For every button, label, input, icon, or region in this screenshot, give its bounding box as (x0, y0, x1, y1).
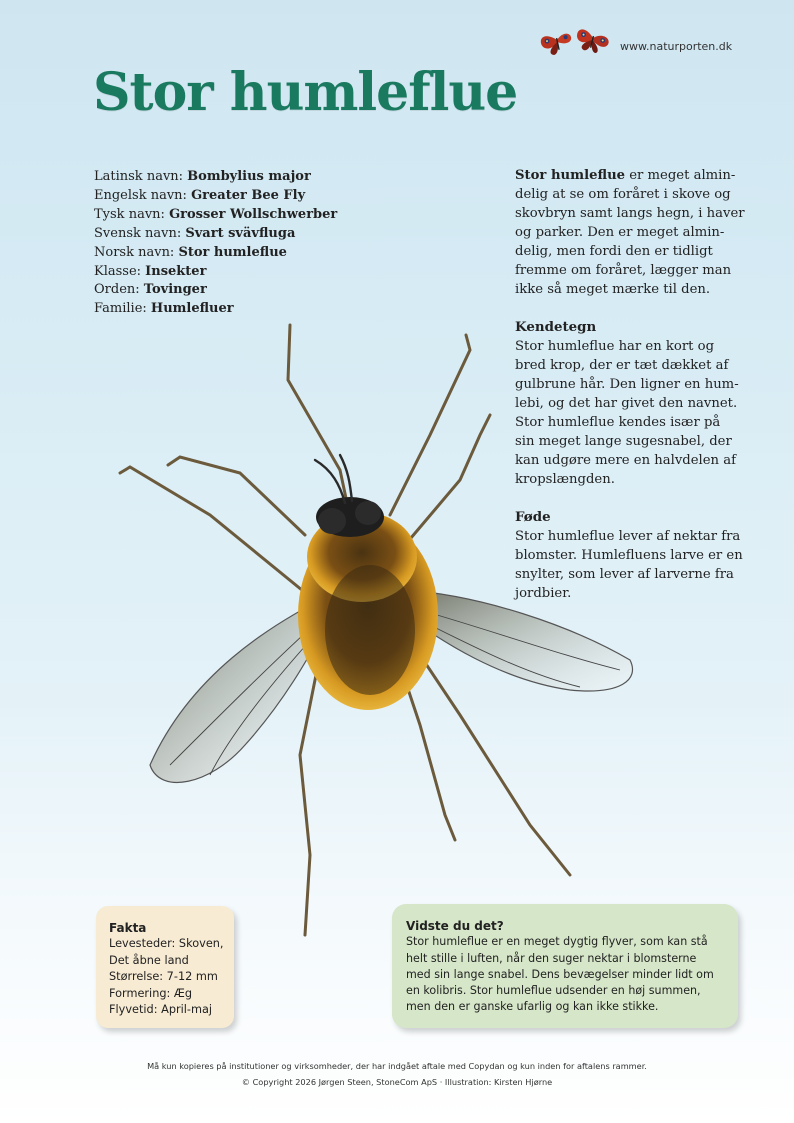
intro-line: delig at se om foråret i skove og (515, 187, 731, 202)
intro-line: og parker. Den er meget almin- (515, 225, 725, 240)
name-row-swedish (94, 225, 337, 244)
did-you-know-line: en kolibris. Stor humleflue udsender en høj summen, (406, 984, 701, 998)
name-value: Grosser Wollschwerber (169, 206, 338, 222)
name-row-class (94, 263, 337, 282)
name-label: Norsk navn: (94, 244, 179, 260)
name-label: Familie: (94, 301, 151, 317)
name-label: Latinsk navn: (94, 169, 188, 184)
did-you-know-heading: Vidste du det? (406, 919, 504, 933)
did-you-know-line: men den er ganske ufarlig og kan ikke stikke. (406, 1000, 659, 1014)
section-line: sin meget lange sugesnabel, der (515, 434, 732, 449)
section-line: blomster. Humlefluens larve er en (515, 548, 743, 563)
intro-line: er meget almin- (625, 168, 736, 183)
section-line: lebi, og det har givet den navnet. (515, 396, 738, 411)
name-value: Greater Bee Fly (191, 187, 306, 203)
name-label: Tysk navn: (94, 206, 170, 222)
footer-license: Må kun kopieres på institutioner og virksomheder, der har indgået aftale med Copydan og kun inden for aftalens rammer. (147, 1061, 647, 1071)
site-url-link[interactable]: www.naturporten.dk (620, 40, 733, 53)
name-row-english (94, 187, 337, 206)
did-you-know-text (406, 934, 726, 1015)
section-line: snylter, som lever af larverne fra (515, 567, 734, 582)
name-label: Svensk navn: (94, 225, 186, 241)
section-line: Stor humleflue har en kort og (515, 339, 715, 354)
did-you-know-line: helt stille i luften, når den suger nektar i blomsterne (406, 951, 697, 965)
name-row-latin (94, 168, 337, 187)
intro-paragraph (515, 166, 755, 299)
name-value: Stor humleflue (178, 244, 287, 260)
fakta-line: Formering: Æg (109, 986, 193, 1000)
intro-line: delig, men fordi den er tidligt (515, 244, 713, 259)
intro-line: fremme om foråret, lægger man (515, 263, 732, 278)
fakta-heading: Fakta (109, 921, 147, 935)
bee-fly-illustration-icon (100, 295, 660, 945)
name-value: Svart svävfluga (185, 225, 296, 241)
fakta-line: Størrelse: 7-12 mm (109, 970, 218, 984)
name-row-norwegian (94, 244, 337, 263)
section-line: Stor humleflue kendes især på (515, 415, 721, 430)
name-value: Tovinger (143, 282, 207, 298)
name-value: Bombylius major (187, 169, 311, 184)
intro-line: ikke så meget mærke til den. (515, 282, 711, 297)
section-line: gulbrune hår. Den ligner en hum- (515, 377, 739, 392)
footer-copyright: © Copyright 2026 Jørgen Steen, StoneCom ApS · Illustration: Kirsten Hjørne (241, 1077, 553, 1087)
name-row-german (94, 206, 337, 225)
intro-line: skovbryn samt langs hegn, i haver (515, 206, 745, 221)
section-line: kan udgøre mere en halvdelen af (515, 453, 736, 468)
page-title: Stor humleflue (93, 62, 518, 123)
peacock-butterflies-logo-icon (537, 22, 617, 58)
did-you-know-box (392, 904, 738, 1028)
fakta-line: Levesteder: Skoven, (109, 937, 224, 951)
fakta-line: Det åbne land (109, 953, 189, 967)
name-label: Engelsk navn: (94, 187, 192, 203)
section-line: bred krop, der er tæt dækket af (515, 358, 729, 373)
section-line: jordbier. (515, 586, 572, 601)
section-heading: Føde (515, 509, 551, 525)
fakta-line: Flyvetid: April-maj (109, 1003, 213, 1017)
section-line: Stor humleflue lever af nektar fra (515, 529, 741, 544)
name-value: Humlefluer (150, 301, 234, 317)
intro-bold: Stor humleflue (515, 168, 626, 183)
section-line: kropslængden. (515, 472, 615, 487)
name-label: Orden: (94, 282, 144, 298)
did-you-know-line: med sin lange snabel. Dens bevægelser minder lidt om (406, 967, 714, 981)
section-heading: Kendetegn (515, 319, 597, 335)
name-label: Klasse: (94, 263, 146, 279)
fakta-box (96, 906, 234, 1028)
name-value: Insekter (145, 263, 207, 279)
did-you-know-line: Stor humleflue er en meget dygtig flyver, som kan stå (406, 935, 708, 949)
